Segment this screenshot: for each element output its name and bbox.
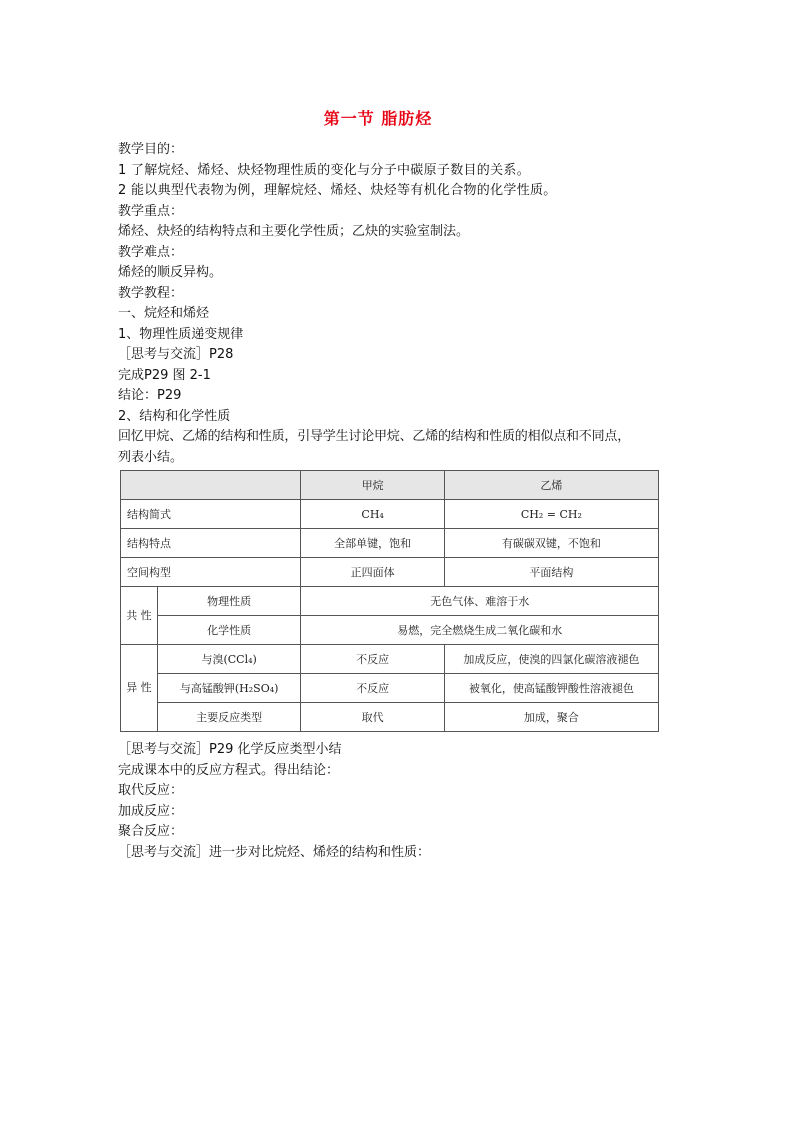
group-label-common: 共 性 <box>121 587 158 645</box>
ethylene-cell: 加成反应，使溴的四氯化碳溶液褪色 <box>444 645 658 674</box>
table-row <box>121 529 659 558</box>
methane-cell: CH₄ <box>301 500 444 529</box>
table-row <box>121 616 659 645</box>
text-line: 教学目的： <box>118 142 184 157</box>
text-line: 烯烃的顺反异构。 <box>118 265 223 280</box>
table-header-cell <box>121 471 301 500</box>
text-line: 烯烃、炔烃的结构特点和主要化学性质；乙炔的实验室制法。 <box>118 224 470 239</box>
row-label: 化学性质 <box>157 616 301 645</box>
text-line: 1 了解烷烃、烯烃、炔烃物理性质的变化与分子中碳原子数目的关系。 <box>118 162 531 178</box>
table-header-row <box>121 471 659 500</box>
row-label: 结构特点 <box>121 529 301 558</box>
methane-cell: 全部单键，饱和 <box>301 529 444 558</box>
ethylene-cell: 加成，聚合 <box>444 703 658 732</box>
text-line: ［思考与交流］进一步对比烷烃、烯烃的结构和性质： <box>118 844 431 860</box>
row-label: 空间构型 <box>121 558 301 587</box>
text-line: 聚合反应： <box>118 824 184 839</box>
row-label: 与溴(CCl₄) <box>157 645 301 674</box>
row-label: 物理性质 <box>157 587 301 616</box>
text-line: ［思考与交流］P29 化学反应类型小结 <box>118 742 342 757</box>
ethylene-cell: 有碳碳双键，不饱和 <box>444 529 658 558</box>
body-text <box>118 140 678 468</box>
text-line: 取代反应： <box>118 783 184 798</box>
row-label: 结构简式 <box>121 500 301 529</box>
shared-cell: 易燃，完全燃烧生成二氧化碳和水 <box>301 616 659 645</box>
text-line: 教学难点： <box>118 244 184 260</box>
ethylene-cell: CH₂ = CH₂ <box>444 500 658 529</box>
text-line: 2 能以典型代表物为例，理解烷烃、烯烃、炔烃等有机化合物的化学性质。 <box>118 183 557 198</box>
row-label: 与高锰酸钾(H₂SO₄) <box>157 674 301 703</box>
table-header-cell: 甲烷 <box>301 471 444 500</box>
table-row <box>121 500 659 529</box>
after-table-text <box>118 740 678 863</box>
text-line: 结论：P29 <box>118 388 182 403</box>
table-row <box>121 674 659 703</box>
text-line: 教学重点： <box>118 203 184 219</box>
section-title: 第一节 脂肪烃 <box>323 109 433 128</box>
text-line: 一、烷烃和烯烃 <box>118 306 210 321</box>
text-line: ［思考与交流］P28 <box>118 347 234 362</box>
ethylene-cell: 平面结构 <box>444 558 658 587</box>
group-label-diff: 异 性 <box>121 645 158 732</box>
text-line: 完成P29 图 2-1 <box>118 367 211 383</box>
table-row <box>121 587 659 616</box>
text-line: 加成反应： <box>118 803 184 819</box>
methane-cell: 不反应 <box>301 674 444 703</box>
methane-cell: 正四面体 <box>301 558 444 587</box>
text-line: 列表小结。 <box>118 449 184 465</box>
row-label: 主要反应类型 <box>157 703 301 732</box>
shared-cell: 无色气体、难溶于水 <box>301 587 659 616</box>
table-row <box>121 645 659 674</box>
table-header-cell: 乙烯 <box>444 471 658 500</box>
methane-cell: 不反应 <box>301 645 444 674</box>
ethylene-cell: 被氧化，使高锰酸钾酸性溶液褪色 <box>444 674 658 703</box>
text-line: 1、物理性质递变规律 <box>118 326 244 342</box>
comparison-table <box>120 470 659 732</box>
text-line: 完成课本中的反应方程式。得出结论： <box>118 762 340 778</box>
methane-cell: 取代 <box>301 703 444 732</box>
text-line: 回忆甲烷、乙烯的结构和性质，引导学生讨论甲烷、乙烯的结构和性质的相似点和不同点， <box>118 429 631 444</box>
table-row <box>121 703 659 732</box>
text-line: 教学教程： <box>118 285 184 301</box>
text-line: 2、结构和化学性质 <box>118 408 231 424</box>
table-row <box>121 558 659 587</box>
